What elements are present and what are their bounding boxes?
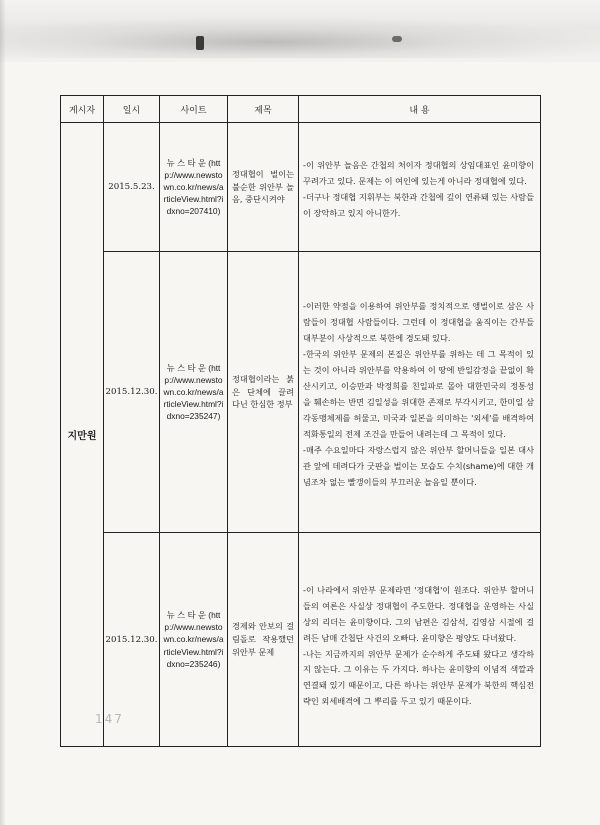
content-paragraph: -나는 지금까지의 위안부 문제가 순수하게 주도돼 왔다고 생각하지 않는다. 그 이유는 두 가지다. 하나는 윤미향의 이념적 색깔과 연결돼 있기 때문이고, 다른 하나는 위안부 문제가 북한의 핵심전략인 외세배격에 그 뿌리를 두고 있기 때문이다. bbox=[303, 648, 534, 707]
header-poster: 게시자 bbox=[61, 96, 104, 123]
title-cell: 정대협이라는 붉은 단체에 끌려 다닌 한심한 정부 bbox=[228, 252, 299, 533]
poster-cell: 지만원 bbox=[61, 123, 104, 747]
page-number-mark: 147 bbox=[95, 712, 124, 726]
content-cell bbox=[299, 252, 541, 533]
site-cell: 뉴 스 타 운 (http://www.newstown.co.kr/news/articleView.html?idxno=235247) bbox=[160, 252, 228, 533]
site-cell: 뉴 스 타 운 (http://www.newstown.co.kr/news/articleView.html?idxno=235246) bbox=[160, 533, 228, 747]
content-paragraph: -더구나 정대협 지휘부는 북한과 간첩에 깊이 연류돼 있는 사람들이 장악하고 있지 아니한가. bbox=[303, 192, 534, 218]
scan-artifact-mark bbox=[196, 36, 204, 50]
header-title: 제목 bbox=[228, 96, 299, 123]
header-content: 내 용 bbox=[299, 96, 541, 123]
table-row bbox=[61, 533, 541, 747]
table-row bbox=[61, 252, 541, 533]
content-paragraph: -매주 수요일마다 자랑스럽지 않은 위안부 할머니들을 일본 대사관 앞에 데려다가 굿판을 벌이는 모습도 수치(shame)에 대한 개념조차 없는 빨갱이들의 부끄러운 놀음일 뿐이다. bbox=[303, 444, 534, 487]
scan-left-edge bbox=[0, 0, 6, 825]
scan-noise-band bbox=[0, 18, 600, 58]
scan-artifact-mark bbox=[392, 36, 402, 42]
content-paragraph: -이러한 약점을 이용하여 위안부를 정치적으로 앵벌이로 삼은 사람들이 정대협 사람들이다. 그런데 이 정대협을 움직이는 간부들 대부분이 사상적으로 북한에 경도돼 있다. bbox=[303, 301, 534, 344]
date-cell: 2015.5.23. bbox=[104, 123, 160, 252]
header-site: 사이트 bbox=[160, 96, 228, 123]
content-paragraph: -이 나라에서 위안부 문제라면 '정대협'이 원조다. 위안부 할머니들의 여론은 사실상 정대협이 주도한다. 정대협을 운영하는 사실상의 리더는 윤미향이다. 그의 남편은 김삼석, 김영삼 시절에 걸려든 남매 간첩단 사건의 오빠다. 윤미향은 평양도 다녀왔다. bbox=[303, 584, 534, 643]
title-cell: 정대협이 벌이는 불순한 위안부 놀음, 중단시켜야 bbox=[228, 123, 299, 252]
content-cell bbox=[299, 123, 541, 252]
content-paragraph: -이 위안부 놀음은 간첩의 처이자 정대협의 상임대표인 윤미향이 꾸려가고 있다. 문제는 이 여인에 있는게 아니라 정대협에 있다. bbox=[303, 160, 534, 187]
title-cell: 경제와 안보의 걸림돌로 작용했던 위안부 문제 bbox=[228, 533, 299, 747]
date-cell: 2015.12.30. bbox=[104, 252, 160, 533]
content-paragraph: -한국의 위안부 문제의 본질은 위안부를 위하는 데 그 목적이 있는 것이 아니라 위안부를 악용하여 이 땅에 반일감정을 끝없이 확산시키고, 이승만과 박정희를 친일파로 몰아 대한민국의 정통성을 훼손하는 반면 김일성을 위대한 존재로 부각시키고, 한미일 삼각동맹체제를 허물고, 미국과 일본을 의미하는 '외세'를 배격하여 적화통일의 전제 조건을 만들어 내려는데 그 목적이 있다. bbox=[303, 349, 534, 439]
table-row bbox=[61, 123, 541, 252]
table-header-row bbox=[61, 96, 541, 123]
header-date: 일시 bbox=[104, 96, 160, 123]
document-table bbox=[60, 95, 541, 747]
date-cell: 2015.12.30. bbox=[104, 533, 160, 747]
content-cell bbox=[299, 533, 541, 747]
site-cell: 뉴 스 타 운 (http://www.newstown.co.kr/news/articleView.html?idxno=207410) bbox=[160, 123, 228, 252]
